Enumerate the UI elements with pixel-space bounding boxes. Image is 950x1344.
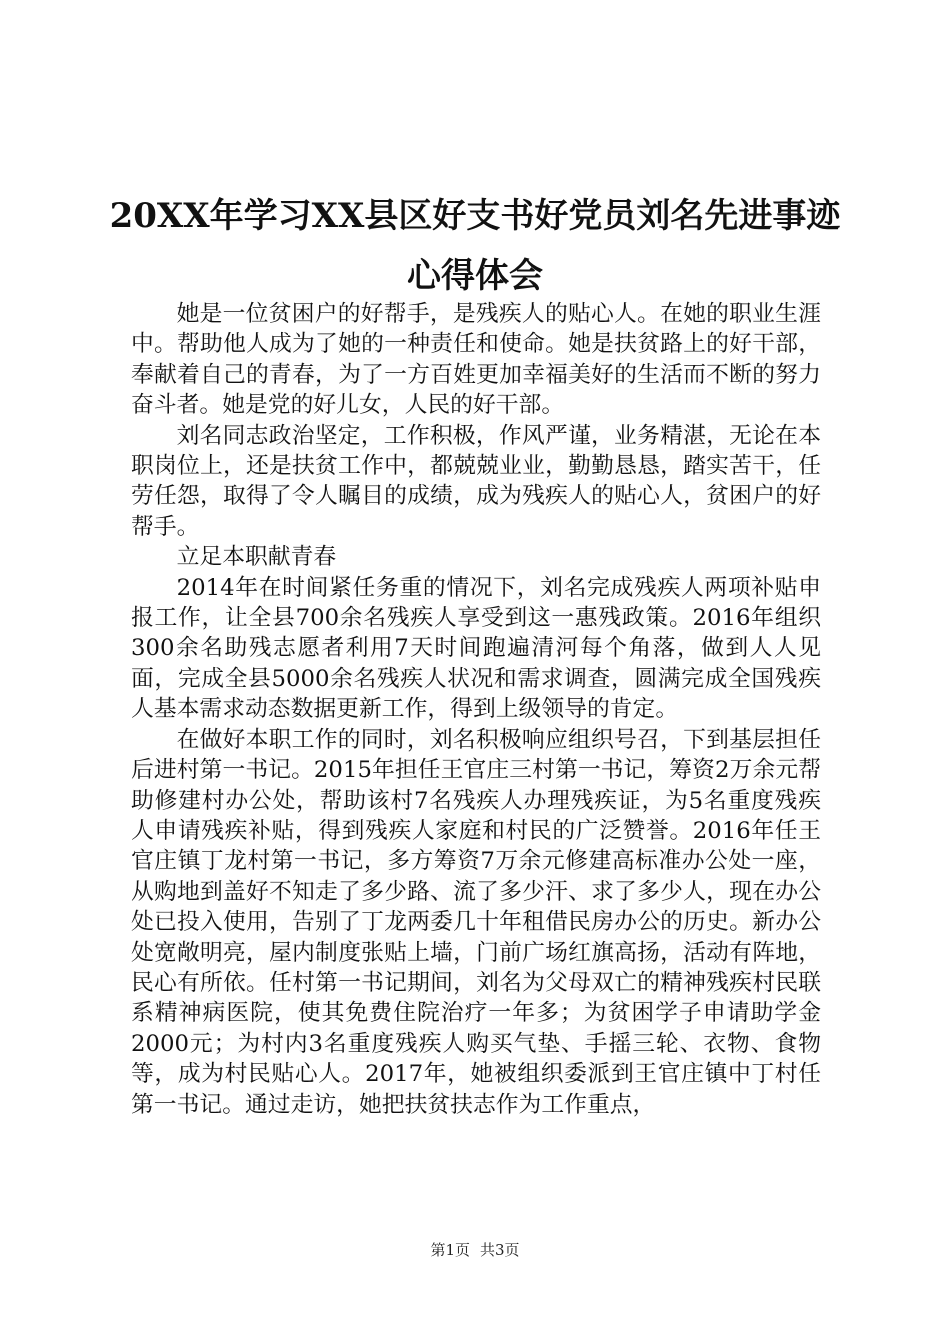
paragraph-achievements: 2014年在时间紧任务重的情况下，刘名完成残疾人两项补贴申报工作，让全县700余名残疾人享受到这一惠残政策。2016年组织300余名助残志愿者利用7天时间跑遍清河每个角落，做到人人见面，完成全县5000余名残疾人状况和需求调查，圆满完成全国残疾人基本需求动态数据更新工作，得到上级领导的肯定。: [131, 574, 821, 723]
section-heading: 立足本职献青春: [176, 544, 337, 571]
page-total: 共3页: [480, 1241, 520, 1259]
page-number: 第1页: [430, 1241, 470, 1259]
page-footer: [0, 1240, 950, 1260]
document-body: [131, 299, 821, 1120]
paragraph-first-secretary: 在做好本职工作的同时，刘名积极响应组织号召，下到基层担任后进村第一书记。2015年担任王官庄三村第一书记，筹资2万余元帮助修建村办公处，帮助该村7名残疾人办理残疾证，为5名重度残疾人申请残疾补贴，得到残疾人家庭和村民的广泛赞誉。2016年任王官庄镇丁龙村第一书记，多方筹资7万余元修建高标准办公处一座，从购地到盖好不知走了多少路、流了多少汗、求了多少人，现在办公处已投入使用，告别了丁龙两委几十年租借民房办公的历史。新办公处宽敞明亮，屋内制度张贴上墙，门前广场红旗高扬，活动有阵地，民心有所依。任村第一书记期间，刘名为父母双亡的精神残疾村民联系精神病医院，使其免费住院治疗一年多；为贫困学子申请助学金2000元；为村内3名重度残疾人购买气垫、手摇三轮、衣物、食物等，成为村民贴心人。2017年，她被组织委派到王官庄镇中丁村任第一书记。通过走访，她把扶贫扶志作为工作重点，: [131, 726, 821, 1118]
paragraph-qualities: 刘名同志政治坚定，工作积极，作风严谨，业务精湛，无论在本职岗位上，还是扶贫工作中，都兢兢业业，勤勤恳恳，踏实苦干，任劳任怨，取得了令人瞩目的成绩，成为残疾人的贴心人，贫困户的好帮手。: [131, 422, 821, 540]
paragraph-intro: 她是一位贫困户的好帮手，是残疾人的贴心人。在她的职业生涯中。帮助他人成为了她的一种责任和使命。她是扶贫路上的好干部，奉献着自己的青春，为了一方百姓更加幸福美好的生活而不断的努力奋斗者。她是党的好儿女，人民的好干部。: [131, 301, 821, 419]
document-title: 20XX年学习XX县区好支书好党员刘名先进事迹心得体会: [109, 196, 841, 296]
